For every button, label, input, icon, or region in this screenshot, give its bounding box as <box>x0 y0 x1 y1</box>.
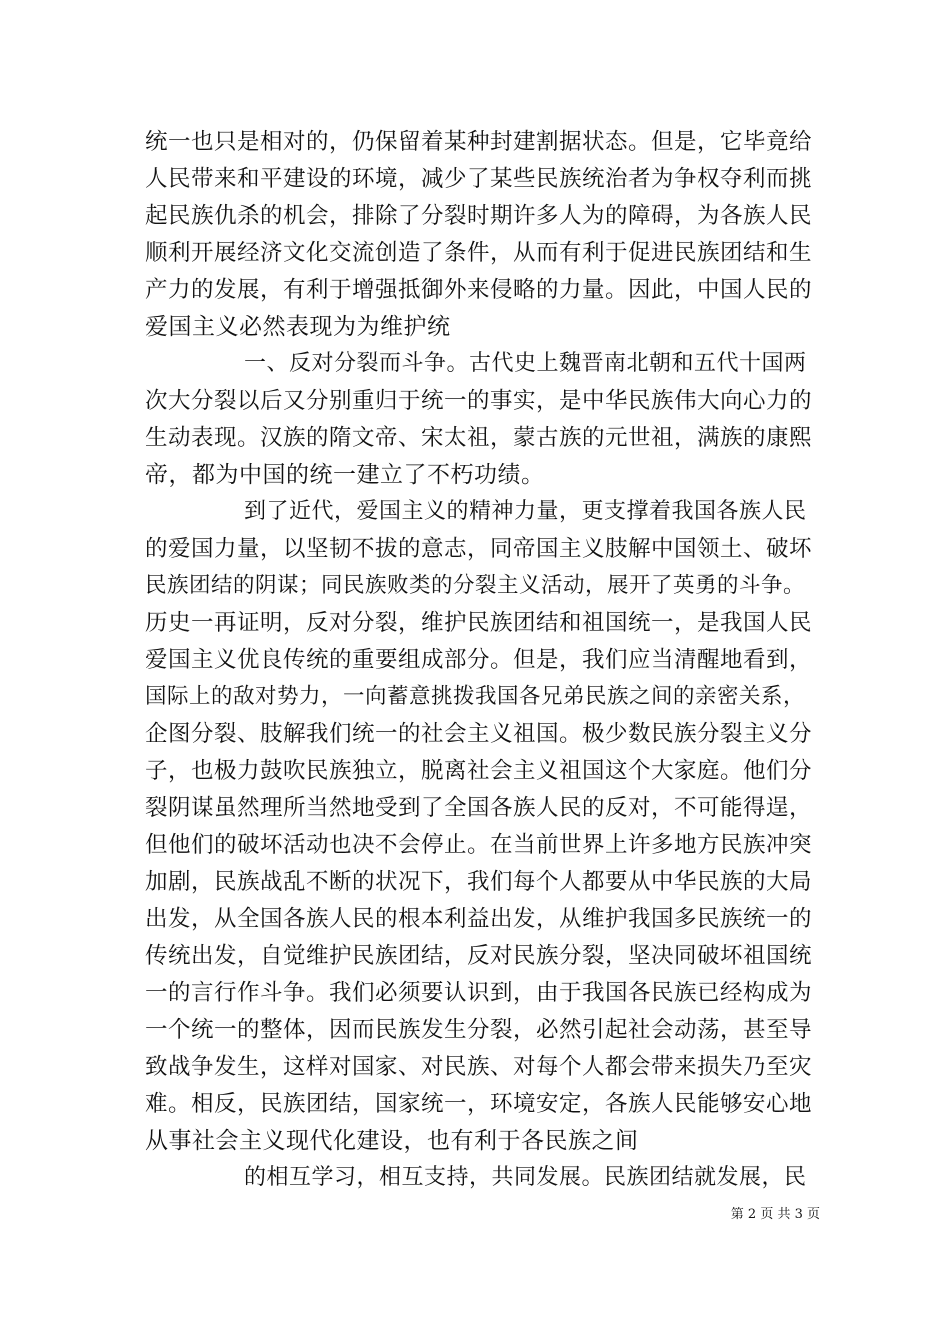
text-line: 子，也极力鼓吹民族独立，脱离社会主义祖国这个大家庭。他们分 <box>145 758 813 784</box>
text-line: 爱国主义必然表现为为维护统 <box>145 314 451 340</box>
text-line: 生动表现。汉族的隋文帝、宋太祖，蒙古族的元世祖，满族的康熙 <box>145 425 813 451</box>
text-line: 难。相反，民族团结，国家统一，环境安定，各族人民能够安心地 <box>145 1091 813 1117</box>
text-line: 一个统一的整体，因而民族发生分裂，必然引起社会动荡，甚至导 <box>145 1017 813 1043</box>
text-line: 产力的发展，有利于增强抵御外来侵略的力量。因此，中国人民的 <box>145 277 813 303</box>
text-line: 传统出发，自觉维护民族团结，反对民族分裂，坚决同破坏祖国统 <box>145 943 813 969</box>
text-line: 起民族仇杀的机会，排除了分裂时期许多人为的障碍，为各族人民 <box>145 203 813 229</box>
paragraph-first-line: 一、反对分裂而斗争。古代史上魏晋南北朝和五代十国两 <box>244 351 807 376</box>
text-line: 一的言行作斗争。我们必须要认识到，由于我国各民族已经构成为 <box>145 980 813 1006</box>
text-line: 爱国主义优良传统的重要组成部分。但是，我们应当清醒地看到， <box>145 647 813 673</box>
text-line: 次大分裂以后又分别重归于统一的事实，是中华民族伟大向心力的 <box>145 388 813 414</box>
paragraph-first-line: 的相互学习，相互支持，共同发展。民族团结就发展，民 <box>244 1165 807 1190</box>
text-line: 但他们的破坏活动也决不会停止。在当前世界上许多地方民族冲突 <box>145 832 813 858</box>
text-line: 加剧，民族战乱不断的状况下，我们每个人都要从中华民族的大局 <box>145 869 813 895</box>
paragraph-first-line: 到了近代，爱国主义的精神力量，更支撑着我国各族人民 <box>244 499 807 524</box>
text-line: 民族团结的阴谋；同民族败类的分裂主义活动，展开了英勇的斗争。 <box>145 573 806 598</box>
text-line: 统一也只是相对的，仍保留着某种封建割据状态。但是，它毕竟给 <box>145 129 813 155</box>
text-line: 国际上的敌对势力，一向蓄意挑拨我国各兄弟民族之间的亲密关系， <box>145 684 806 709</box>
page-number-footer: 第 2 页 共 3 页 <box>730 1207 820 1222</box>
text-line: 致战争发生，这样对国家、对民族、对每个人都会带来损失乃至灾 <box>145 1054 813 1080</box>
text-line: 历史一再证明，反对分裂，维护民族团结和祖国统一，是我国人民 <box>145 610 813 636</box>
text-line: 裂阴谋虽然理所当然地受到了全国各族人民的反对，不可能得逞， <box>145 795 813 821</box>
text-line: 的爱国力量，以坚韧不拔的意志，同帝国主义肢解中国领土、破坏 <box>145 536 813 562</box>
text-line: 顺利开展经济文化交流创造了条件，从而有利于促进民族团结和生 <box>145 240 813 266</box>
text-line: 企图分裂、肢解我们统一的社会主义祖国。极少数民族分裂主义分 <box>145 721 813 747</box>
text-line: 出发，从全国各族人民的根本利益出发，从维护我国多民族统一的 <box>145 906 813 932</box>
text-line: 帝，都为中国的统一建立了不朽功绩。 <box>145 462 545 488</box>
text-line: 人民带来和平建设的环境，减少了某些民族统治者为争权夺利而挑 <box>145 166 813 192</box>
text-line: 从事社会主义现代化建设，也有利于各民族之间 <box>145 1128 639 1154</box>
